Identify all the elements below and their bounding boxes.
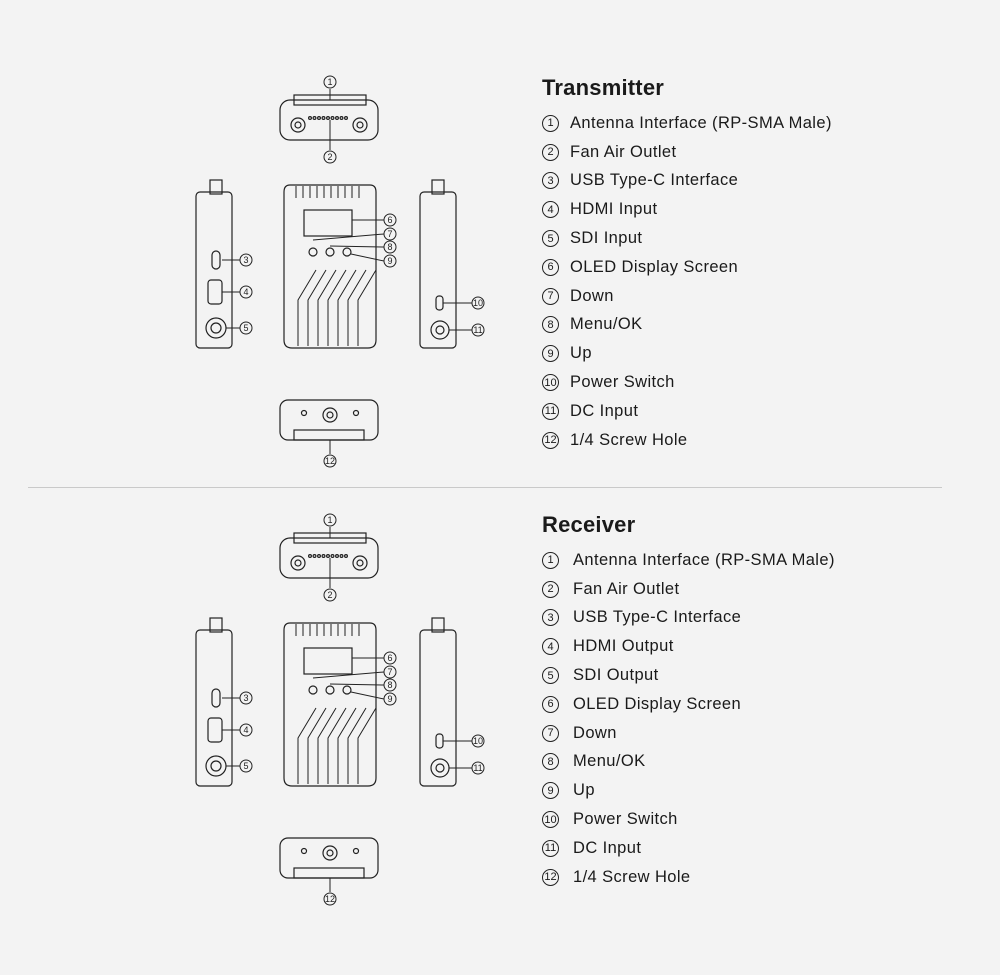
sdi-connector-core <box>211 761 221 771</box>
bottom-rail <box>294 430 364 440</box>
front-heat-fin <box>318 708 336 784</box>
legend-item-label: Menu/OK <box>573 752 646 771</box>
legend-item <box>542 690 835 719</box>
legend-item-label: DC Input <box>573 838 642 857</box>
vent-hole <box>336 117 339 120</box>
legend-number-badge: 10 <box>542 811 559 828</box>
legend-item-label: USB Type-C Interface <box>570 171 739 190</box>
callout-marker <box>324 589 336 601</box>
callout-marker <box>384 214 396 226</box>
vent-hole <box>318 555 321 558</box>
callout-number: 9 <box>387 256 393 266</box>
legend-item <box>542 776 835 805</box>
transmitter-legend <box>542 75 832 455</box>
callout-marker <box>324 76 336 88</box>
vent-hole <box>327 117 330 120</box>
bottom-view-body <box>280 838 378 878</box>
front-heat-fin <box>298 270 316 346</box>
antenna-connector-right <box>353 556 367 570</box>
legend-number-badge: 11 <box>542 840 559 857</box>
legend-number-badge: 7 <box>542 725 559 742</box>
oled-screen <box>304 210 352 236</box>
screw-hole-core <box>327 412 333 418</box>
legend-item <box>542 138 832 167</box>
callout-leader <box>351 692 384 699</box>
legend-number-badge: 8 <box>542 316 559 333</box>
oled-screen <box>304 648 352 674</box>
usb-c-port <box>212 689 220 707</box>
bottom-pin <box>354 849 359 854</box>
transmitter-section <box>0 0 1000 487</box>
left-side-body <box>196 630 232 786</box>
legend-number-badge: 12 <box>542 432 559 449</box>
vent-hole <box>309 555 312 558</box>
screw-hole-core <box>327 850 333 856</box>
legend-number-badge: 1 <box>542 115 559 132</box>
callout-number: 2 <box>327 152 333 162</box>
front-heat-fin <box>348 270 366 346</box>
bottom-view <box>280 838 378 905</box>
legend-item <box>542 632 835 661</box>
callout-marker <box>472 735 484 747</box>
bottom-view-body <box>280 400 378 440</box>
legend-number-badge: 8 <box>542 753 559 770</box>
callout-marker <box>240 286 252 298</box>
transmitter-legend-list <box>542 109 832 455</box>
callout-number: 1 <box>327 515 333 525</box>
sdi-connector <box>206 756 226 776</box>
callout-number: 3 <box>243 693 249 703</box>
legend-item-label: HDMI Input <box>570 200 658 219</box>
antenna-connector-right-core <box>357 122 363 128</box>
legend-item-label: Down <box>573 723 617 742</box>
legend-item-label: 1/4 Screw Hole <box>570 430 688 449</box>
legend-item-label: Menu/OK <box>570 315 643 334</box>
legend-item-label: Antenna Interface (RP-SMA Male) <box>570 113 832 132</box>
front-view <box>284 185 396 348</box>
legend-item-label: Antenna Interface (RP-SMA Male) <box>573 550 835 569</box>
legend-item <box>542 311 832 340</box>
antenna-connector-left <box>291 556 305 570</box>
callout-marker <box>384 693 396 705</box>
legend-item <box>542 426 832 455</box>
legend-item <box>542 575 835 604</box>
vent-hole <box>340 555 343 558</box>
legend-number-badge: 6 <box>542 259 559 276</box>
front-heat-fin <box>298 708 316 784</box>
callout-marker <box>472 324 484 336</box>
callout-number: 8 <box>387 680 393 690</box>
legend-item-label: 1/4 Screw Hole <box>573 867 691 886</box>
top-view <box>280 514 378 601</box>
front-heat-fin <box>328 270 346 346</box>
legend-number-badge: 3 <box>542 609 559 626</box>
legend-item <box>542 195 832 224</box>
callout-number: 12 <box>324 894 336 904</box>
front-heat-fin <box>328 708 346 784</box>
legend-item-label: Fan Air Outlet <box>570 142 677 161</box>
callout-number: 6 <box>387 215 393 225</box>
legend-number-badge: 12 <box>542 869 559 886</box>
vent-hole <box>331 117 334 120</box>
legend-item <box>542 282 832 311</box>
top-view-body <box>280 100 378 140</box>
receiver-title: Receiver <box>542 512 636 537</box>
legend-number-badge: 6 <box>542 696 559 713</box>
legend-item-label: USB Type-C Interface <box>573 608 742 627</box>
up-button <box>343 248 351 256</box>
bottom-pin <box>302 849 307 854</box>
front-heat-fin <box>348 708 366 784</box>
legend-item-label: DC Input <box>570 401 639 420</box>
legend-item <box>542 397 832 426</box>
dc-input-port <box>431 321 449 339</box>
receiver-line-art-group <box>196 514 484 905</box>
right-side-body <box>420 630 456 786</box>
screw-hole <box>323 408 337 422</box>
legend-item <box>542 834 835 863</box>
power-switch <box>436 734 443 748</box>
antenna-connector-right <box>353 118 367 132</box>
legend-number-badge: 9 <box>542 345 559 362</box>
callout-number: 8 <box>387 242 393 252</box>
left-side-view <box>196 618 252 786</box>
legend-number-badge: 9 <box>542 782 559 799</box>
legend-item-label: SDI Input <box>570 229 643 248</box>
legend-item-label: SDI Output <box>573 666 659 685</box>
up-button <box>343 686 351 694</box>
legend-number-badge: 4 <box>542 201 559 218</box>
legend-item <box>542 661 835 690</box>
usb-c-port <box>212 251 220 269</box>
legend-item <box>542 719 835 748</box>
dc-input-port <box>431 759 449 777</box>
callout-marker <box>472 297 484 309</box>
legend-item <box>542 546 835 575</box>
front-heat-fin <box>308 708 326 784</box>
callout-marker <box>324 514 336 526</box>
vent-hole <box>322 117 325 120</box>
menu-button <box>326 248 334 256</box>
legend-number-badge: 3 <box>542 172 559 189</box>
callout-number: 7 <box>387 229 393 239</box>
down-button <box>309 248 317 256</box>
callout-marker <box>384 241 396 253</box>
legend-item <box>542 805 835 834</box>
callout-number: 3 <box>243 255 249 265</box>
bottom-rail <box>294 868 364 878</box>
hdmi-port <box>208 718 222 742</box>
callout-marker <box>384 679 396 691</box>
vent-hole <box>345 117 348 120</box>
antenna-connector-left-core <box>295 560 301 566</box>
down-button <box>309 686 317 694</box>
legend-number-badge: 11 <box>542 403 559 420</box>
callout-number: 2 <box>327 590 333 600</box>
callout-number: 4 <box>243 725 249 735</box>
transmitter-line-art <box>0 0 520 487</box>
bottom-pin <box>354 411 359 416</box>
callout-number: 9 <box>387 694 393 704</box>
legend-item-label: OLED Display Screen <box>570 257 739 276</box>
receiver-legend <box>542 512 835 892</box>
callout-number: 5 <box>243 761 249 771</box>
legend-number-badge: 7 <box>542 288 559 305</box>
vent-hole <box>327 555 330 558</box>
screw-hole <box>323 846 337 860</box>
legend-item <box>542 253 832 282</box>
right-side-body <box>420 192 456 348</box>
vent-hole <box>345 555 348 558</box>
callout-marker <box>240 724 252 736</box>
vent-hole <box>336 555 339 558</box>
legend-number-badge: 5 <box>542 230 559 247</box>
callout-marker <box>384 652 396 664</box>
callout-number: 11 <box>473 763 483 773</box>
legend-number-badge: 10 <box>542 374 559 391</box>
callout-marker <box>324 455 336 467</box>
front-heat-fin <box>308 270 326 346</box>
legend-item-label: Fan Air Outlet <box>573 579 680 598</box>
receiver-legend-list <box>542 546 835 892</box>
receiver-section <box>0 488 1000 967</box>
legend-number-badge: 2 <box>542 581 559 598</box>
legend-item-label: Up <box>570 344 592 363</box>
legend-number-badge: 1 <box>542 552 559 569</box>
callout-number: 5 <box>243 323 249 333</box>
callout-marker <box>384 666 396 678</box>
callout-marker <box>324 893 336 905</box>
antenna-connector-left-core <box>295 122 301 128</box>
legend-item <box>542 604 835 633</box>
front-view <box>284 623 396 786</box>
callout-marker <box>240 322 252 334</box>
vent-hole <box>313 555 316 558</box>
callout-leader <box>351 254 384 261</box>
power-switch <box>436 296 443 310</box>
right-side-view <box>420 618 484 786</box>
legend-item <box>542 748 835 777</box>
bottom-pin <box>302 411 307 416</box>
callout-number: 6 <box>387 653 393 663</box>
legend-item <box>542 863 835 892</box>
sdi-connector <box>206 318 226 338</box>
legend-number-badge: 2 <box>542 144 559 161</box>
transmitter-diagram <box>0 0 520 487</box>
callout-number: 10 <box>472 736 484 746</box>
receiver-line-art <box>0 488 520 975</box>
vent-hole <box>340 117 343 120</box>
legend-item <box>542 224 832 253</box>
front-heat-fin <box>318 270 336 346</box>
callout-marker <box>384 228 396 240</box>
legend-item-label: Down <box>570 286 614 305</box>
legend-item <box>542 339 832 368</box>
callout-number: 4 <box>243 287 249 297</box>
legend-item <box>542 109 832 138</box>
antenna-connector-left <box>291 118 305 132</box>
legend-number-badge: 5 <box>542 667 559 684</box>
callout-number: 7 <box>387 667 393 677</box>
vent-hole <box>322 555 325 558</box>
legend-item-label: OLED Display Screen <box>573 694 742 713</box>
antenna-connector-right-core <box>357 560 363 566</box>
transmitter-line-art-group <box>196 76 484 467</box>
top-view <box>280 76 378 163</box>
top-view-body <box>280 538 378 578</box>
legend-item <box>542 368 832 397</box>
vent-hole <box>313 117 316 120</box>
callout-marker <box>240 692 252 704</box>
callout-leader <box>313 234 384 240</box>
left-side-view <box>196 180 252 348</box>
front-heat-fin <box>358 708 376 784</box>
menu-button <box>326 686 334 694</box>
callout-marker <box>384 255 396 267</box>
receiver-diagram <box>0 488 520 967</box>
sdi-connector-core <box>211 323 221 333</box>
vent-hole <box>331 555 334 558</box>
legend-item-label: Power Switch <box>573 810 678 829</box>
callout-marker <box>324 151 336 163</box>
callout-leader <box>313 672 384 678</box>
legend-item-label: HDMI Output <box>573 637 674 656</box>
front-heat-fin <box>338 270 356 346</box>
callout-number: 11 <box>473 325 483 335</box>
callout-number: 12 <box>324 456 336 466</box>
dc-input-core <box>436 326 444 334</box>
bottom-view <box>280 400 378 467</box>
callout-marker <box>240 254 252 266</box>
legend-item-label: Power Switch <box>570 373 675 392</box>
callout-marker <box>240 760 252 772</box>
vent-hole <box>318 117 321 120</box>
hdmi-port <box>208 280 222 304</box>
left-side-body <box>196 192 232 348</box>
dc-input-core <box>436 764 444 772</box>
legend-item-label: Up <box>573 781 595 800</box>
transmitter-title: Transmitter <box>542 75 665 100</box>
callout-marker <box>472 762 484 774</box>
legend-item <box>542 167 832 196</box>
front-heat-fin <box>358 270 376 346</box>
callout-number: 1 <box>327 77 333 87</box>
legend-number-badge: 4 <box>542 638 559 655</box>
callout-number: 10 <box>472 298 484 308</box>
right-side-view <box>420 180 484 348</box>
front-heat-fin <box>338 708 356 784</box>
vent-hole <box>309 117 312 120</box>
